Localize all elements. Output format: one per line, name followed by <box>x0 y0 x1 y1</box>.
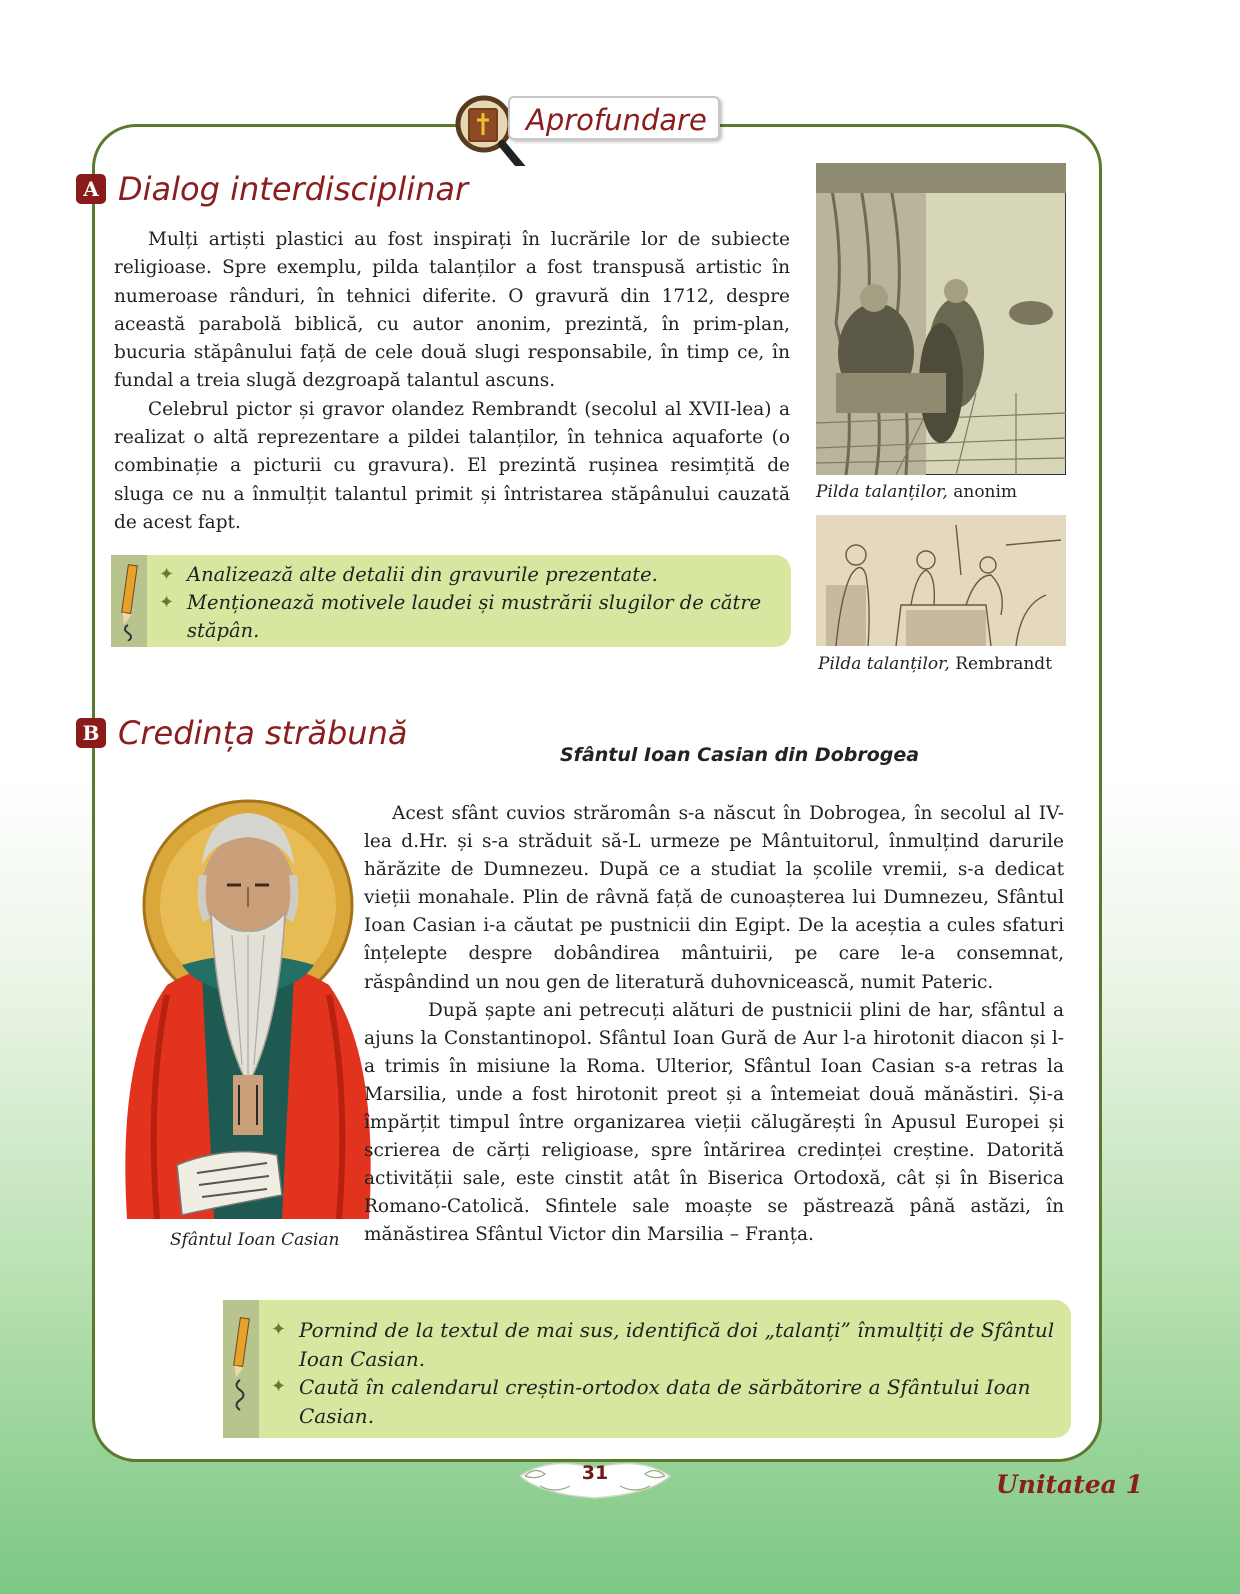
section-b-title: Credința străbună <box>118 714 408 752</box>
section-a-task-box <box>111 555 791 647</box>
section-b-task-box <box>223 1300 1071 1438</box>
star-bullet-icon: ✦ <box>159 592 175 613</box>
section-a-title: Dialog interdisciplinar <box>118 170 469 208</box>
section-a-heading <box>76 170 468 208</box>
saint-ioan-casian-icon-image <box>107 795 389 1219</box>
pencil-icon <box>117 561 143 641</box>
task-list <box>271 1316 1061 1430</box>
paragraph: Celebrul pictor și gravor olandez Rembrandt (secolul al XVII-lea) a realizat o altă reprezentare a pildei talanților, în tehnica aquaforte (o combinație a picturii cu gravura). El prezintă rușinea resimțită de sluga ce nu a înmulțit talantul primit și întristarea stăpânului cauzată de acest fapt. <box>114 398 790 533</box>
paragraph: După șapte ani petrecuți alături de pustnicii plini de har, sfântul a ajuns la Constantinopol. Sfântul Ioan Gură de Aur l-a hirotonit diacon și l-a trimis în misiune la Roma. Ulterior, Sfântul Ioan Casian s-a retras la Marsilia, unde a fost hirotonit preot și a întemeiat două mănăstiri. Și-a împărțit timpul între organizarea vieții călugărești în Apusul Europei și scrierea de cărți religioase, spre întărirea credinței creștine. Datorită activității sale, este cinstit atât în Biserica Ortodoxă, cât și în Biserica Romano-Catolică. Sfintele sale moaște se păstrează până astăzi, în mănăstirea Sfântul Victor din Marsilia – Franța. <box>364 999 1064 1246</box>
pencil-icon <box>229 1314 255 1414</box>
caption-author: Rembrandt <box>949 654 1053 674</box>
engraving-anonymous-image <box>816 163 1066 475</box>
engraving-rembrandt-caption <box>818 654 1052 674</box>
task-list <box>159 561 779 645</box>
engraving-rembrandt-image <box>816 515 1066 646</box>
engraving-anonymous-caption <box>816 482 1017 502</box>
task-item: ✦ Analizează alte detalii din gravurile prezentate. <box>159 561 779 589</box>
task-item: ✦ Menționează motivele laudei și mustrării slugilor de către stăpân. <box>159 591 762 642</box>
saint-icon-caption: Sfântul Ioan Casian <box>170 1230 340 1250</box>
unit-label: Unitatea 1 <box>996 1470 1143 1499</box>
section-b-text <box>364 800 1064 1250</box>
section-a-text <box>114 226 790 537</box>
section-b-subtitle: Sfântul Ioan Casian din Dobrogea <box>560 744 920 766</box>
section-letter-a: A <box>76 174 106 204</box>
paragraph: Mulți artiști plastici au fost inspirați în lucrările lor de subiecte religioase. Spre exemplu, pilda talanților a fost transpusă artistic în numeroase rânduri, în tehnici diferite. O gravură din 1712, despre această parabolă biblică, cu autor anonim, prezintă, în prim-plan, bucuria stăpânului față de cele două slugi responsabile, în timp ce, în fundal a treia slugă dezgroapă talantul ascuns. <box>114 229 790 392</box>
paragraph: Acest sfânt cuvios străromân s-a născut în Dobrogea, în secolul al IV-lea d.Hr. și s-a străduit să-L urmeze pe Mântuitorul, înmulțind darurile hărăzite de Dumnezeu. După ce a studiat la școlile vremii, s-a dedicat vieții monahale. Plin de râvnă față de cunoașterea lui Dumnezeu, Sfântul Ioan Casian i-a căutat pe pustnicii din Egipt. De la aceștia a cules sfaturi înțelepte despre dobândirea mântuirii, pe care le-a consemnat, răspândind un nou gen de literatură duhovnicească, numit Pateric. <box>364 803 1064 993</box>
page-number: 31 <box>581 1462 609 1484</box>
star-bullet-icon: ✦ <box>271 1319 287 1340</box>
section-letter-b: B <box>76 718 106 748</box>
section-b-heading <box>76 714 407 752</box>
caption-title: Pilda talanților, <box>818 654 950 674</box>
star-bullet-icon: ✦ <box>159 564 175 585</box>
task-item: ✦ Caută în calendarul creștin-ortodox data de sărbătorire a Sfântului Ioan Casian. <box>271 1375 1031 1428</box>
caption-title: Pilda talanților, <box>816 482 948 502</box>
task-item: ✦ Pornind de la textul de mai sus, identifică doi „talanți” înmulțiți de Sfântul Ioan Casian. <box>271 1318 1055 1371</box>
caption-author: anonim <box>947 482 1018 502</box>
star-bullet-icon: ✦ <box>271 1376 287 1397</box>
section-badge-label: Aprofundare <box>508 96 720 140</box>
